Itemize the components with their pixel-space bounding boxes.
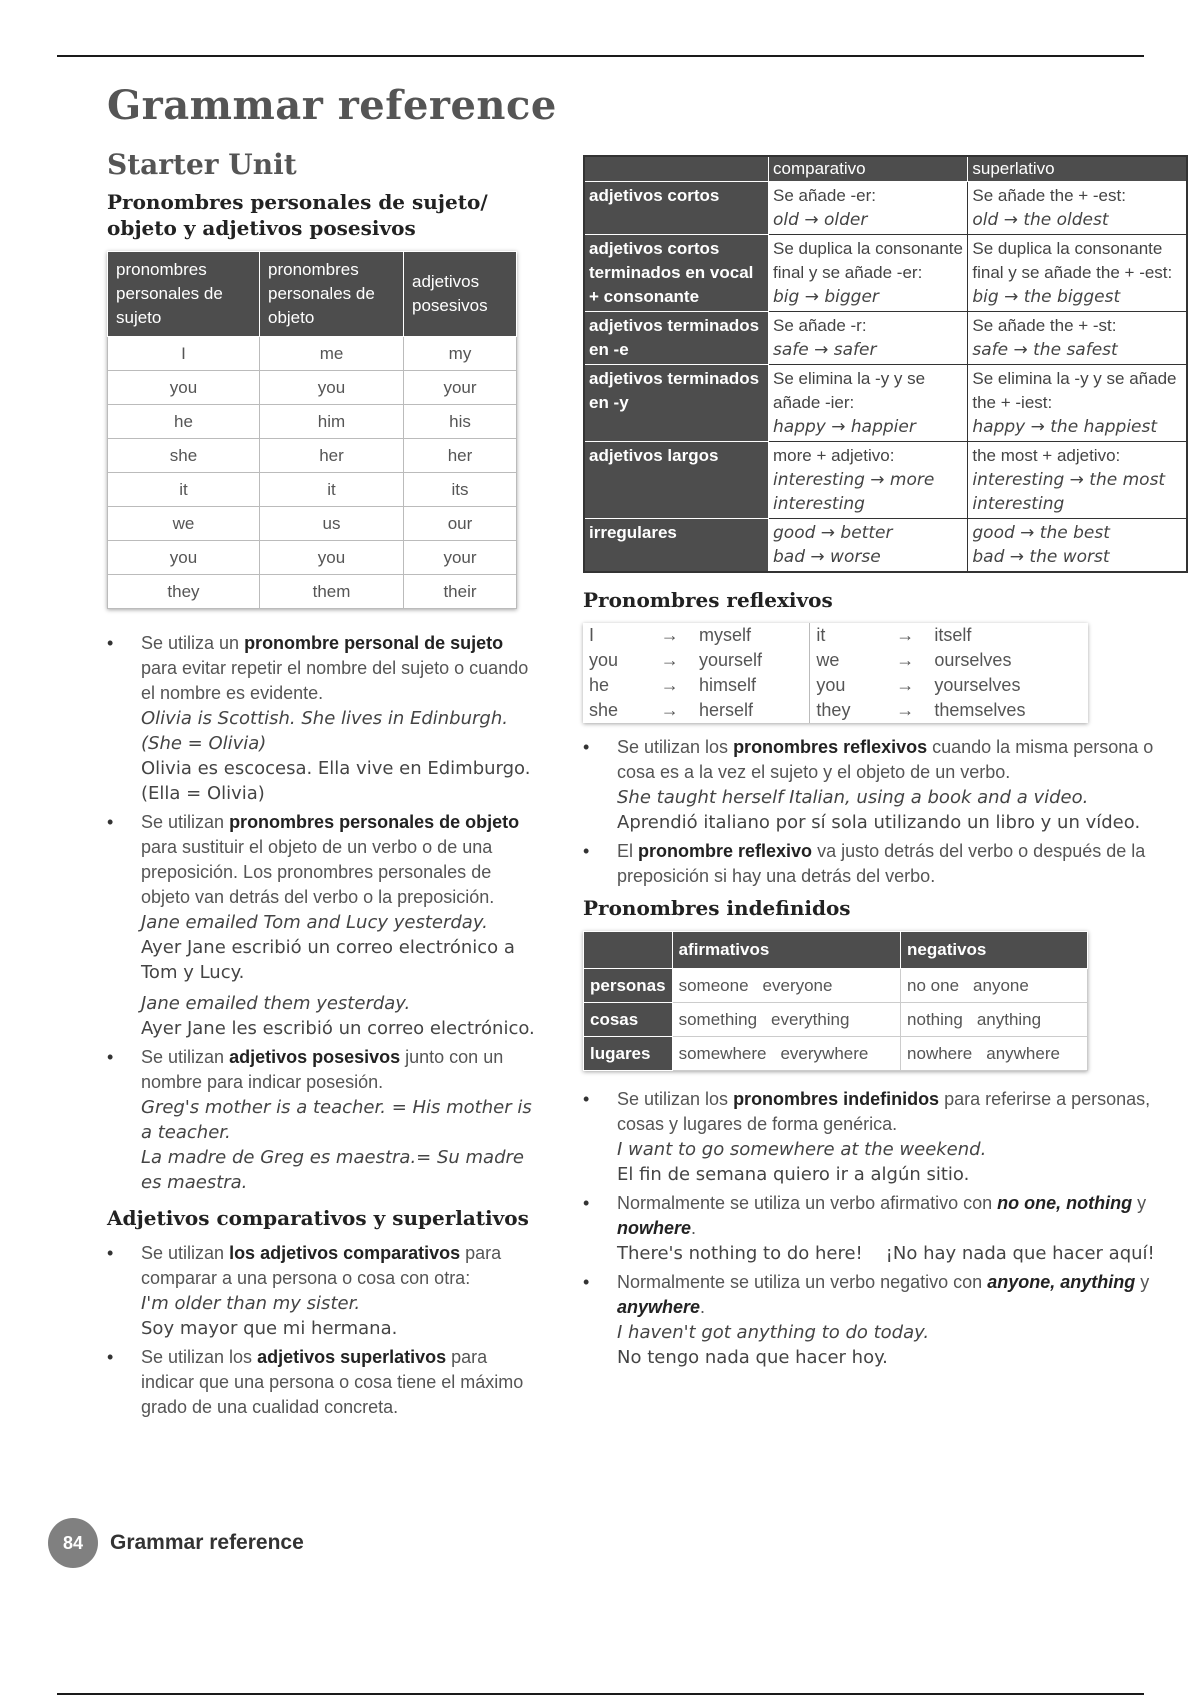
rule-text: Se duplica la consonante final y se añade -er: xyxy=(773,239,963,282)
arrow-icon: → xyxy=(896,675,915,695)
reflexive-pronoun: yourselves xyxy=(934,675,1021,695)
table-cell xyxy=(901,969,1088,1003)
table-row xyxy=(583,623,1088,648)
table-cell: you xyxy=(108,371,260,405)
list-item: • Normalmente se utiliza un verbo afirmativo con no one, nothing y nowhere. There's nothing to do here! ¡No hay nada que hacer aquí! xyxy=(583,1191,1188,1266)
indefinite-word: anything xyxy=(976,1009,1042,1029)
example-en: Greg's mother is a teacher. = His mother is a teacher. xyxy=(141,1097,532,1143)
rule-text: Se duplica la consonante final y se añade the + -est: xyxy=(972,239,1173,282)
example-en: big → the biggest xyxy=(972,287,1121,307)
table-cell xyxy=(968,365,1187,442)
table-row xyxy=(584,1037,1088,1071)
subject-pronoun: we xyxy=(810,648,882,673)
table-cell xyxy=(968,235,1187,312)
table-cell xyxy=(901,1003,1088,1037)
table-row xyxy=(108,439,517,473)
table-cell: you xyxy=(108,541,260,575)
example-es: El fin de semana quiero ir a algún sitio. xyxy=(617,1164,970,1185)
example-en: safe → safer xyxy=(773,340,877,360)
table-cell xyxy=(672,1037,900,1071)
row-header: adjetivos terminados en -y xyxy=(584,365,769,442)
table-cell: I xyxy=(108,337,260,371)
table-row xyxy=(584,182,1187,235)
list-item: • Se utilizan los pronombres reflexivos cuando la misma persona o cosa es a la vez el sujeto y el objeto de un verbo. She taught herself Italian, using a book and a video. Aprendió italiano por sí sola utilizando un libro y un vídeo. xyxy=(583,735,1188,835)
page-number: 84 xyxy=(48,1518,98,1568)
example-es: Ayer Jane les escribió un correo electrónico. xyxy=(141,1018,535,1039)
table-row xyxy=(584,365,1187,442)
table-row xyxy=(108,541,517,575)
table-cell xyxy=(901,1037,1088,1071)
table-row xyxy=(108,405,517,439)
table-row xyxy=(583,648,1088,673)
table-cell: they xyxy=(108,575,260,609)
row-header: adjetivos largos xyxy=(584,442,769,519)
subject-pronoun: it xyxy=(810,623,882,648)
example-en: Olivia is Scottish. She lives in Edinburgh. xyxy=(141,708,508,729)
example-es: La madre de Greg es maestra.= Su madre es maestra. xyxy=(141,1147,524,1193)
row-header: lugares xyxy=(584,1037,673,1071)
indefinite-word: somewhere xyxy=(678,1043,767,1063)
table-cell: we xyxy=(108,507,260,541)
rule-text: Se añade -er: xyxy=(773,186,877,205)
example-pair: There's nothing to do here! ¡No hay nada que hacer aquí! xyxy=(617,1243,1155,1264)
table-cell xyxy=(769,442,968,519)
example-en: happy → happier xyxy=(773,417,916,437)
indefinite-col-header: negativos xyxy=(901,932,1088,969)
table-cell: their xyxy=(404,575,517,609)
rule-text: the most + adjetivo: xyxy=(972,446,1121,465)
page-title: Grammar reference xyxy=(107,82,557,129)
table-cell xyxy=(769,235,968,312)
row-header: cosas xyxy=(584,1003,673,1037)
indefinite-word: anyone xyxy=(973,975,1029,995)
subject-pronoun: I xyxy=(589,625,595,645)
pronouns-heading: Pronombres personales de sujeto/ objeto y adjetivos posesivos xyxy=(107,190,488,240)
example-es: No tengo nada que hacer hoy. xyxy=(617,1347,888,1368)
table-cell xyxy=(769,519,968,573)
table-row xyxy=(584,969,1088,1003)
reflexive-table xyxy=(583,623,1088,723)
reflexive-pronoun: himself xyxy=(698,675,756,695)
subject-pronoun: you xyxy=(810,673,882,698)
footer-label: Grammar reference xyxy=(110,1531,304,1554)
example-en: bad → the worst xyxy=(972,547,1110,567)
table-cell xyxy=(769,182,968,235)
list-item: • Normalmente se utiliza un verbo negativo con anyone, anything y anywhere. I haven't got anything to do today. No tengo nada que hacer hoy. xyxy=(583,1270,1188,1370)
indefinite-col-header: afirmativos xyxy=(672,932,900,969)
pronouns-col-header: pronombres personales de sujeto xyxy=(108,252,260,337)
row-header: adjetivos terminados en -e xyxy=(584,312,769,365)
example-en: safe → the safest xyxy=(972,340,1118,360)
list-item: • Se utiliza un pronombre personal de sujeto para evitar repetir el nombre del sujeto o cuando el nombre es evidente. Olivia is Scottish. She lives in Edinburgh. (She = Olivia) Olivia es escocesa. Ella vive en Edimburgo. (Ella = Olivia) xyxy=(107,631,542,806)
rule-text: Se añade the + -st: xyxy=(972,316,1117,335)
arrow-icon: → xyxy=(896,625,915,645)
example-en: bad → worse xyxy=(773,547,881,567)
indefinite-notes xyxy=(583,1087,1188,1370)
table-cell: she xyxy=(108,439,260,473)
table-row xyxy=(108,575,517,609)
page-footer xyxy=(48,1518,304,1568)
rule-text: good → better xyxy=(773,523,893,543)
table-cell: her xyxy=(404,439,517,473)
comparatives-corner xyxy=(584,156,769,182)
reflexive-heading: Pronombres reflexivos xyxy=(583,588,833,612)
table-cell xyxy=(968,312,1187,365)
table-row xyxy=(108,371,517,405)
pronouns-col-header: pronombres personales de objeto xyxy=(260,252,404,337)
list-item: • El pronombre reflexivo va justo detrás del verbo o después de la preposición si hay una detrás del verbo. xyxy=(583,839,1188,889)
indefinite-word: everywhere xyxy=(780,1043,869,1063)
indefinite-word: something xyxy=(678,1009,758,1029)
comparatives-col-header: superlativo xyxy=(968,156,1187,182)
table-cell: you xyxy=(260,541,404,575)
indefinite-word: everything xyxy=(771,1009,850,1029)
list-item: • Se utilizan los adjetivos comparativos para comparar a una persona o cosa con otra: I'm older than my sister. Soy mayor que mi hermana. xyxy=(107,1241,542,1341)
table-cell: it xyxy=(260,473,404,507)
indefinite-word: nowhere xyxy=(907,1043,973,1063)
rule-text: good → the best xyxy=(972,523,1110,543)
table-cell xyxy=(968,182,1187,235)
indefinite-word: someone xyxy=(678,975,749,995)
table-cell xyxy=(769,365,968,442)
example-en: (She = Olivia) xyxy=(141,733,267,754)
reflexive-pronoun: myself xyxy=(698,625,751,645)
example-es: Aprendió italiano por sí sola utilizando un libro y un vídeo. xyxy=(617,812,1141,833)
table-cell xyxy=(672,969,900,1003)
table-row xyxy=(584,235,1187,312)
pronouns-notes xyxy=(107,631,542,1195)
arrow-icon: → xyxy=(660,650,679,670)
example-en: old → older xyxy=(773,210,868,230)
top-rule xyxy=(57,55,1144,57)
table-cell: your xyxy=(404,371,517,405)
example-es: Olivia es escocesa. Ella vive en Edimburgo. (Ella = Olivia) xyxy=(141,758,531,804)
table-row xyxy=(584,1003,1088,1037)
example-en: happy → the happiest xyxy=(972,417,1158,437)
example-en: I haven't got anything to do today. xyxy=(617,1322,930,1343)
comparatives-heading: Adjetivos comparativos y superlativos xyxy=(107,1206,529,1230)
rule-text: Se elimina la -y y se añade -ier: xyxy=(773,369,926,412)
reflexive-pronoun: themselves xyxy=(934,700,1026,720)
table-row xyxy=(583,698,1088,723)
arrow-icon: → xyxy=(896,650,915,670)
table-row xyxy=(584,312,1187,365)
table-cell: its xyxy=(404,473,517,507)
unit-title: Starter Unit xyxy=(107,148,297,181)
table-cell xyxy=(672,1003,900,1037)
table-row xyxy=(583,673,1088,698)
row-header: adjetivos cortos xyxy=(584,182,769,235)
example-en: She taught herself Italian, using a book and a video. xyxy=(617,787,1089,808)
example-en: old → the oldest xyxy=(972,210,1109,230)
example-es: Soy mayor que mi hermana. xyxy=(141,1318,398,1339)
list-item: • Se utilizan pronombres personales de objeto para sustituir el objeto de un verbo o de una preposición. Los pronombres personales de objeto van detrás del verbo o la preposición. Jane emailed Tom and Lucy yesterday. Ayer Jane escribió un correo electrónico a Tom y Lucy. Jane emailed them yesterday. Ayer Jane les escribió un correo electrónico. xyxy=(107,810,542,1041)
row-header: irregulares xyxy=(584,519,769,573)
right-column xyxy=(583,155,1188,1374)
reflexive-notes xyxy=(583,735,1188,889)
example-en: interesting → more interesting xyxy=(773,470,935,514)
rule-text: Se añade the + -est: xyxy=(972,186,1126,205)
example-en: interesting → the most interesting xyxy=(972,470,1166,514)
table-cell: his xyxy=(404,405,517,439)
table-cell: us xyxy=(260,507,404,541)
bottom-rule xyxy=(57,1693,1144,1695)
list-item: • Se utilizan los pronombres indefinidos para referirse a personas, cosas y lugares de forma genérica. I want to go somewhere at the weekend. El fin de semana quiero ir a algún sitio. xyxy=(583,1087,1188,1187)
table-cell: he xyxy=(108,405,260,439)
example-en: I'm older than my sister. xyxy=(141,1293,361,1314)
table-cell xyxy=(968,442,1187,519)
arrow-icon: → xyxy=(660,675,679,695)
example-en: Jane emailed Tom and Lucy yesterday. xyxy=(141,912,488,933)
table-cell: your xyxy=(404,541,517,575)
reflexive-pronoun: ourselves xyxy=(934,650,1012,670)
row-header: adjetivos cortos terminados en vocal + consonante xyxy=(584,235,769,312)
list-item: • Se utilizan los adjetivos superlativos para indicar que una persona o cosa tiene el máximo grado de una cualidad concreta. xyxy=(107,1345,542,1420)
table-cell xyxy=(769,312,968,365)
comparatives-table xyxy=(583,155,1188,573)
arrow-icon: → xyxy=(896,700,915,720)
reflexive-pronoun: itself xyxy=(934,625,972,645)
comparatives-notes xyxy=(107,1241,542,1420)
reflexive-pronoun: herself xyxy=(698,700,753,720)
indefinite-word: nothing xyxy=(907,1009,963,1029)
arrow-icon: → xyxy=(660,625,679,645)
pronouns-table xyxy=(107,251,517,609)
subject-pronoun: she xyxy=(589,700,619,720)
indefinite-corner xyxy=(584,932,673,969)
example-en: I want to go somewhere at the weekend. xyxy=(617,1139,987,1160)
example-en: Jane emailed them yesterday. xyxy=(141,993,411,1014)
subject-pronoun: he xyxy=(589,675,610,695)
table-cell xyxy=(968,519,1187,573)
table-cell: her xyxy=(260,439,404,473)
indefinite-table xyxy=(583,931,1088,1071)
table-cell: you xyxy=(260,371,404,405)
table-cell: it xyxy=(108,473,260,507)
table-row xyxy=(584,442,1187,519)
table-row xyxy=(108,337,517,371)
comparatives-col-header: comparativo xyxy=(769,156,968,182)
pronouns-col-header: adjetivos posesivos xyxy=(404,252,517,337)
indefinite-word: everyone xyxy=(762,975,833,995)
reflexive-pronoun: yourself xyxy=(698,650,762,670)
example-en: big → bigger xyxy=(773,287,879,307)
table-cell: me xyxy=(260,337,404,371)
table-cell: them xyxy=(260,575,404,609)
rule-text: more + adjetivo: xyxy=(773,446,895,465)
table-cell: him xyxy=(260,405,404,439)
subject-pronoun: you xyxy=(589,650,619,670)
example-es: Ayer Jane escribió un correo electrónico a Tom y Lucy. xyxy=(141,937,515,983)
list-item: • Se utilizan adjetivos posesivos junto con un nombre para indicar posesión. Greg's mother is a teacher. = His mother is a teacher. La madre de Greg es maestra.= Su madre es maestra. xyxy=(107,1045,542,1195)
table-cell: my xyxy=(404,337,517,371)
table-row xyxy=(108,507,517,541)
table-row xyxy=(584,519,1187,573)
indefinite-word: no one xyxy=(907,975,960,995)
row-header: personas xyxy=(584,969,673,1003)
arrow-icon: → xyxy=(660,700,679,720)
indefinite-word: anywhere xyxy=(986,1043,1060,1063)
table-row xyxy=(108,473,517,507)
table-cell: our xyxy=(404,507,517,541)
left-column xyxy=(107,148,542,1424)
indefinite-heading: Pronombres indefinidos xyxy=(583,896,851,920)
subject-pronoun: they xyxy=(810,698,882,723)
rule-text: Se elimina la -y y se añade the + -iest: xyxy=(972,369,1177,412)
rule-text: Se añade -r: xyxy=(773,316,867,335)
